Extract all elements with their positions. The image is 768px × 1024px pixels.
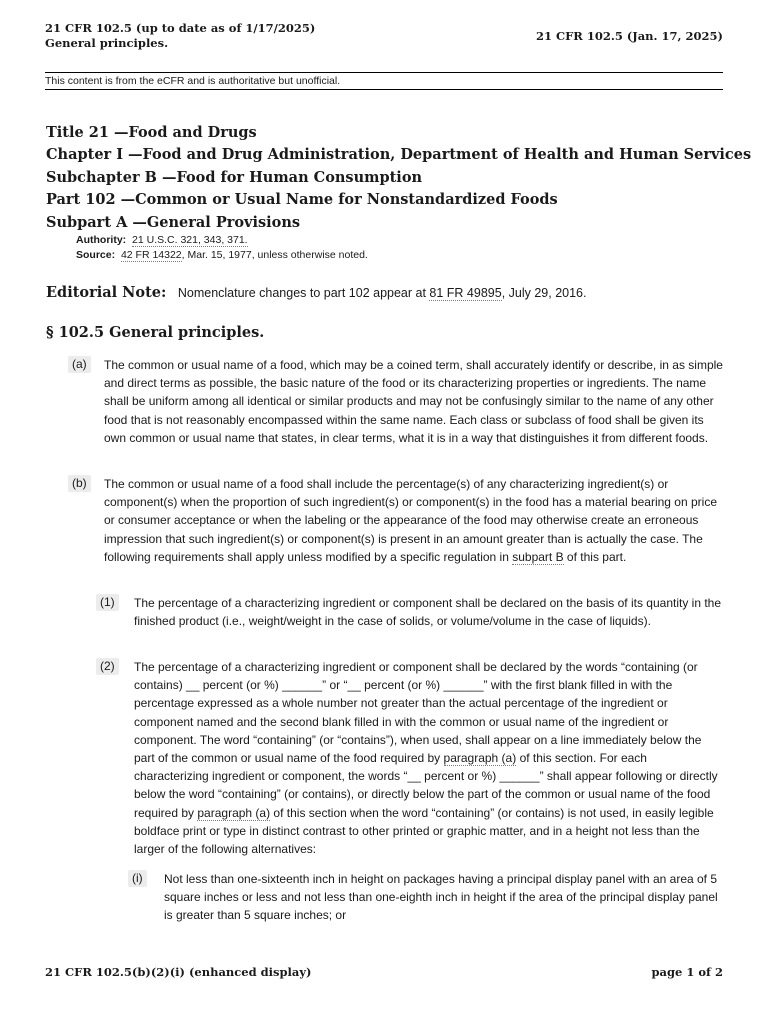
paragraph-a-label[interactable]: (a) — [68, 356, 91, 373]
header-date: 21 CFR 102.5 (Jan. 17, 2025) — [535, 29, 723, 43]
paragraph-b2-text: The percentage of a characterizing ingredient or component shall be declared by the words “containing (or contains) __ percent (or %) ______” or “__ percent (or %) ______” with the first blank filled in with the percentage expressed as a whole number not greater than the actual percentage of the ingredient or component named and the second blank filled in with the common or usual name of the ingredient or component. The word “containing” (or “contains”), when used, shall appear on a line immediately below the part of the common or usual name of the food required by — [134, 660, 702, 766]
paragraph-b2-text-2: of this section. For each characterizing ingredient or component, the words “__ percent or %) ______” shall appear following or directly below the word “containing” (or contains), or directly below the part of the common or usual name of the food required by — [134, 751, 718, 820]
hierarchy-headings — [46, 122, 751, 234]
subchapter-heading: Subchapter B —Food for Human Consumption — [46, 168, 423, 186]
paragraph-a-link-1[interactable]: paragraph (a) — [443, 751, 517, 766]
header-citation: 21 CFR 102.5 (up to date as of 1/17/2025) — [45, 21, 316, 35]
paragraph-b1 — [100, 594, 724, 630]
paragraph-b-text: The common or usual name of a food shall include the percentage(s) of any characterizing ingredient(s) or component(s) when the proportion of such ingredient(s) or component(s) in the food has a material bearing on price or consumer acceptance or when the labeling or the appearance of the food may otherwise create an erroneous impression that such ingredient(s) or component(s) is present in an amount greater than is actually the case. The following requirements shall apply unless modified by a specific regulation in — [104, 477, 718, 564]
paragraph-b-label[interactable]: (b) — [68, 475, 91, 492]
authority-link[interactable]: 21 U.S.C. 321, 343, 371. — [132, 234, 248, 246]
section-heading: § 102.5 General principles. — [46, 324, 265, 341]
paragraph-b2-text-3: of this section when the word “containing” (or contains) is not used, in easily legible boldface print or type in distinct contrast to other printed or graphic matter, and in a height not less than the larger of the following alternatives: — [134, 805, 714, 857]
paragraph-a-link-2[interactable]: paragraph (a) — [197, 805, 271, 820]
editorial-note-link[interactable]: 81 FR 49895 — [429, 286, 502, 300]
paragraph-b1-label[interactable]: (1) — [96, 594, 119, 611]
paragraph-b2i-text: Not less than one-sixteenth inch in height on packages having a principal display panel with an area of 5 square inches or less and not less than one-eighth inch in height if the area of the principal display panel is greater than 5 square inches; or — [164, 872, 718, 923]
page-footer — [45, 965, 723, 979]
authority-label: Authority: — [76, 234, 127, 246]
title-heading: Title 21 —Food and Drugs — [46, 124, 257, 141]
part-heading: Part 102 —Common or Usual Name for Nonstandardized Foods — [46, 191, 558, 209]
ecfr-notice: This content is from the eCFR and is authoritative but unofficial. — [45, 72, 723, 90]
paragraph-a — [72, 356, 724, 447]
paragraph-b2 — [100, 658, 724, 858]
footer-citation: 21 CFR 102.5(b)(2)(i) (enhanced display) — [45, 965, 312, 979]
editorial-note-text-after: , July 29, 2016. — [501, 286, 587, 300]
paragraph-b-text-end: of this part. — [563, 549, 627, 564]
header-left — [45, 21, 315, 51]
subpart-heading: Subpart A —General Provisions — [46, 213, 301, 231]
paragraph-b1-text: The percentage of a characterizing ingredient or component shall be declared on the basis of its quantity in the finished product (i.e., weight/weight in the case of solids, or volume/volume in the case of liquids). — [134, 596, 722, 629]
source-label: Source: — [76, 249, 116, 261]
chapter-heading: Chapter I —Food and Drug Administration, Department of Health and Human Services — [46, 146, 752, 164]
source-link[interactable]: 42 FR 14322 — [120, 249, 182, 261]
paragraph-b2i-label[interactable]: (i) — [128, 870, 147, 887]
paragraph-a-text: The common or usual name of a food, which may be a coined term, shall accurately identify or describe, in as simple and direct terms as possible, the basic nature of the food or its characterizing properties or ingredients. The name shall be uniform among all identical or similar products and may not be confusingly similar to the name of any other food that is not reasonably encompassed within the same name. Each class or subclass of food shall be given its own common or usual name that states, in clear terms, what it is in a way that distinguishes it from different foods. — [104, 358, 723, 445]
page-number: page 1 of 2 — [651, 965, 723, 979]
header-heading: General principles. — [45, 36, 169, 50]
paragraph-b — [72, 475, 724, 566]
subpart-b-link[interactable]: subpart B — [512, 549, 564, 564]
editorial-note-text: Nomenclature changes to part 102 appear at — [177, 286, 430, 300]
source-text: , Mar. 15, 1977, unless otherwise noted. — [181, 249, 368, 261]
editorial-note — [46, 283, 586, 303]
paragraph-b2i — [132, 870, 724, 925]
paragraph-b2-label[interactable]: (2) — [96, 658, 119, 675]
source-line — [76, 248, 368, 263]
editorial-note-label: Editorial Note: — [46, 284, 167, 301]
authority-source-block — [76, 233, 368, 263]
authority-line — [76, 233, 368, 248]
